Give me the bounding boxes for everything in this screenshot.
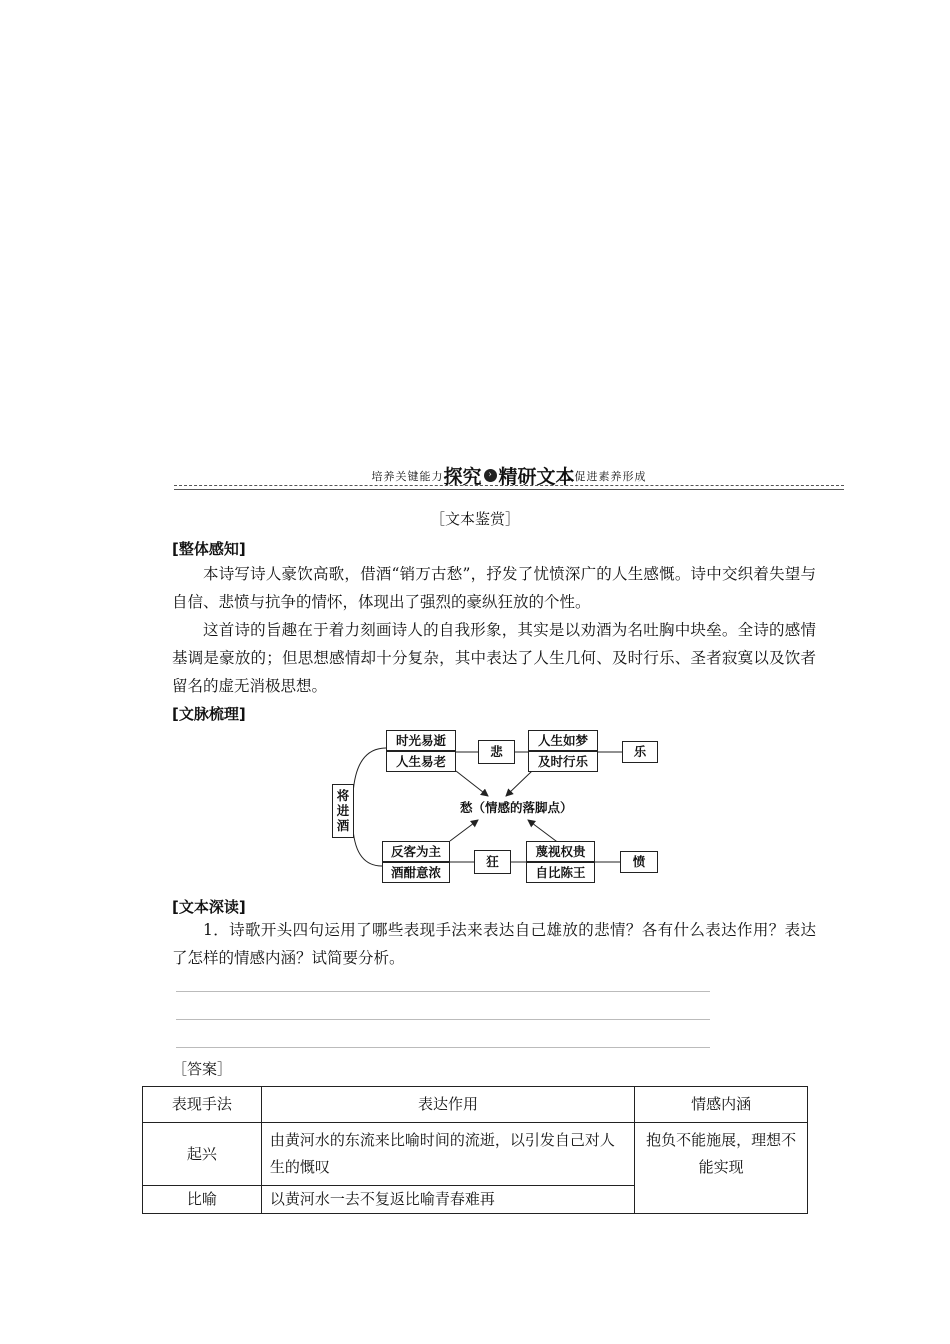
- overall-paragraph-1: 本诗写诗人豪饮高歌，借酒“销万古愁”，抒发了忧愤深广的人生感慨。诗中交织着失望与自信、悲愤与抗争的情怀，体现出了强烈的豪纵狂放的个性。: [172, 565, 816, 611]
- diagram-upper-mid: 悲: [478, 740, 515, 764]
- table-header-emotion: 情感内涵: [635, 1087, 808, 1123]
- banner-rule-dashed: [174, 485, 844, 486]
- banner-title-part1: 探究: [443, 466, 482, 488]
- diagram-lower-left-2: 酒酣意浓: [382, 862, 450, 883]
- diagram-lower-right-2: 自比陈王: [526, 862, 595, 883]
- diagram-upper-right-2: 及时行乐: [528, 751, 598, 772]
- section-banner: [174, 462, 844, 494]
- diagram-upper-end: 乐: [622, 741, 658, 763]
- table-cell-method: 起兴: [143, 1123, 262, 1186]
- diagram-center: 愁（情感的落脚点）: [460, 800, 573, 815]
- answer-table: [142, 1086, 808, 1214]
- heading-structure: [文脉梳理]: [172, 705, 246, 723]
- banner-title-part2: 精研文本: [498, 466, 575, 488]
- answer-line-3: [176, 1047, 710, 1048]
- heading-deep-reading: [文本深读]: [172, 898, 246, 916]
- banner-rule-solid: [174, 489, 844, 490]
- table-row: [143, 1123, 808, 1186]
- section-label: ［文本鉴赏］: [429, 510, 520, 528]
- answer-line-2: [176, 1019, 710, 1020]
- answer-label: ［答案］: [172, 1060, 233, 1078]
- structure-diagram: [326, 726, 666, 888]
- overall-paragraph-2: 这首诗的旨趣在于着力刻画诗人的自我形象，其实是以劝酒为名吐胸中块垒。全诗的感情基调是豪放的；但思想感情却十分复杂，其中表达了人生几何、及时行乐、圣者寂寞以及饮者留名的虚无消极思想。: [172, 621, 816, 695]
- banner-right-text: 促进素养形成: [574, 469, 647, 483]
- diagram-root-box: 将进酒: [332, 784, 354, 838]
- table-cell-effect: 由黄河水的东流来比喻时间的流逝，以引发自己对人生的慨叹: [261, 1123, 634, 1186]
- diagram-lower-mid: 狂: [474, 850, 511, 874]
- heading-overall: [整体感知]: [172, 540, 246, 558]
- table-cell-emotion: 抱负不能施展，理想不能实现: [635, 1123, 808, 1214]
- diagram-upper-left-1: 时光易逝: [386, 730, 456, 751]
- diagram-upper-right-1: 人生如梦: [528, 730, 598, 751]
- table-cell-method: 比喻: [143, 1186, 262, 1214]
- table-cell-effect: 以黄河水一去不复返比喻青春难再: [261, 1186, 634, 1214]
- answer-line-1: [176, 991, 710, 992]
- branch-upper-curve: [353, 748, 386, 794]
- table-header-effect: 表达作用: [261, 1087, 634, 1123]
- table-header-method: 表现手法: [143, 1087, 262, 1123]
- diagram-lower-right-1: 蔑视权贵: [526, 841, 595, 862]
- table-header-row: [143, 1087, 808, 1123]
- branch-lower-curve: [353, 829, 382, 866]
- diagram-lower-left-1: 反客为主: [382, 841, 450, 862]
- banner-left-text: 培养关键能力: [371, 469, 444, 483]
- diagram-upper-left-2: 人生易老: [386, 751, 456, 772]
- arrow-circle-icon: ›: [484, 469, 497, 482]
- diagram-lower-end: 愤: [620, 851, 658, 873]
- question-1: 1．诗歌开头四句运用了哪些表现手法来表达自己雄放的悲情？各有什么表达作用？表达了怎样的情感内涵？试简要分析。: [172, 921, 816, 967]
